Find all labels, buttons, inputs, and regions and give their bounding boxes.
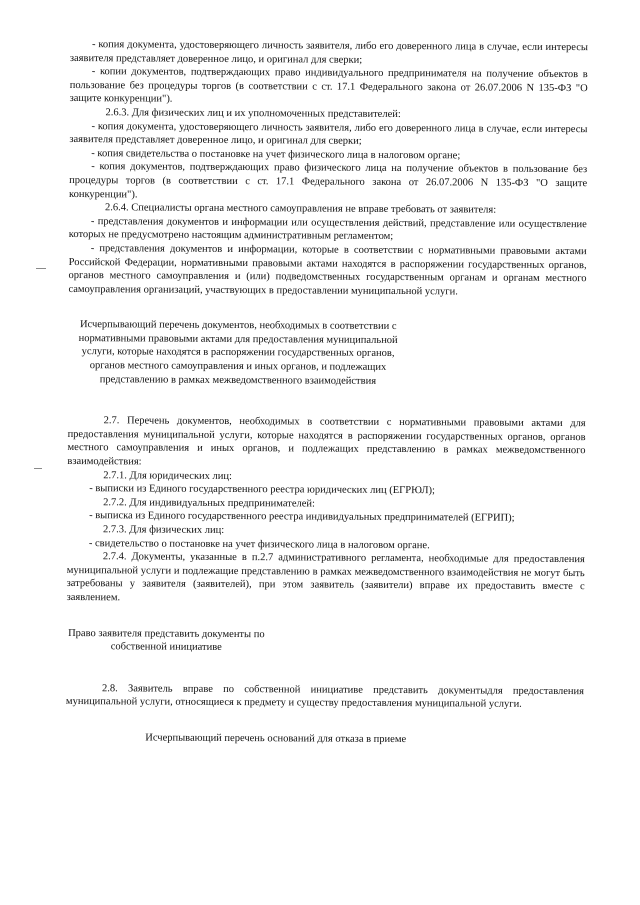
- paragraph: 2.7.1. Для юридических лиц:: [103, 469, 233, 482]
- section-heading: Исчерпывающий перечень оснований для отказа в приеме: [145, 732, 407, 746]
- margin-mark: [34, 468, 42, 469]
- document-body: [66, 38, 588, 748]
- section-heading: Право заявителя представить документы по собственной инициативе: [68, 627, 265, 654]
- paragraph: - представления документов и информации, которые в соответствии с нормативными правовыми актами Российской Федерации, нормативными правовыми актами находятся в распоряжении государственных органов, органов местного самоуправления и (или) подведомственных государственным органам и органам местного самоуправления организаций, участвующих в предоставлении муниципальной услуги.: [68, 243, 587, 298]
- paragraph: - выписка из Единого государственного реестра индивидуальных предпринимателей (ЕГРИП);: [89, 510, 515, 525]
- paragraph: - копия документов, подтверждающих право физического лица на получение объектов в пользование без процедуры торгов (в соответствии с ст. 17.1 Федерального закона от 26.07.2006 N 135-ФЗ "О защите конкуренции").: [69, 161, 588, 200]
- paragraph: 2.7.3. Для физических лиц:: [102, 524, 225, 536]
- paragraph: 2.6.3. Для физических лиц и их уполномоченных представителей:: [105, 107, 401, 120]
- paragraph: - копия документа, удостоверяющего личность заявителя, либо его доверенного лица в случае, если интересы заявителя представляет доверенное лицо, и оригинал для сверки;: [69, 39, 588, 66]
- paragraph: - копии документов, подтверждающих право индивидуального предпринимателя на получение объектов в пользование без процедуры торгов (в соответствии с ст. 17.1 Федерального закона от 26.07.2006 N 135-ФЗ "О защите конкуренции").: [69, 66, 588, 106]
- paragraph: - выписки из Единого государственного реестра юридических лиц (ЕГРЮЛ);: [89, 483, 435, 497]
- paragraph: - копия документа, удостоверяющего личность заявителя, либо его доверенного лица в случае, если интересы заявителя представляет доверенное лицо, и оригинал для сверки;: [69, 120, 588, 147]
- paragraph: 2.7.4. Документы, указанные в п.2.7 административного регламента, необходимые для предоставления муниципальной услуги и подлежащие представлению в рамках межведомственного взаимодействия не могут быть затребованы у заявителя (заявителей), при этом заявитель (заявители) вправе их предоставить вместе с заявлением.: [66, 551, 585, 604]
- section-heading: Исчерпывающий перечень документов, необходимых в соответствии с нормативными правовыми актами для предоставления муниципальной услуги, которые находятся в распоряжении государственных органов, органов местного самоуправления и иных органов, и подлежащих представлению в рамках межведомственного взаимодействия: [78, 319, 398, 387]
- paragraph: 2.7.2. Для индивидуальных предпринимателей:: [103, 497, 315, 510]
- margin-mark: [36, 268, 46, 269]
- paragraph: - представления документов и информации или осуществления действий, представление или осуществление которых не предусмотрено настоящим административным регламентом;: [68, 215, 587, 243]
- paragraph: 2.6.4. Специалисты органа местного самоуправления не вправе требовать от заявителя:: [104, 202, 497, 216]
- paragraph: 2.8. Заявитель вправе по собственной инициативе представить документыдля предоставления муниципальной услуги, относящиеся к предмету и существу предоставления муниципальной услуги.: [65, 682, 585, 711]
- paragraph: 2.7. Перечень документов, необходимых в соответствии с нормативными правовыми актами для предоставления муниципальной услуги, которые находятся в распоряжении государственных органов, органов местного самоуправления и иных органов, и подлежащих представлению в рамках межведомственного взаимодействия:: [67, 415, 586, 468]
- paragraph: - копия свидетельства о постановке на учет физического лица в налоговом органе;: [91, 147, 461, 162]
- paragraph: - свидетельство о постановке на учет физического лица в налоговом органе.: [88, 537, 430, 551]
